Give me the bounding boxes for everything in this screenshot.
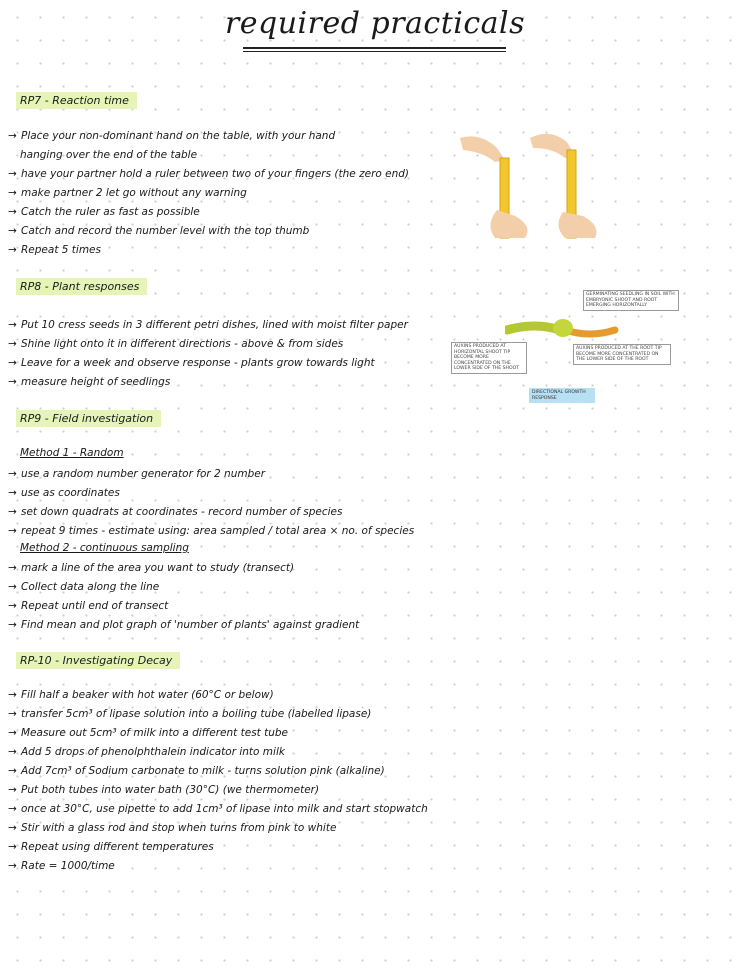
arrow-icon: →: [8, 784, 17, 796]
list-item: → Place your non-dominant hand on the table, with your hand: [8, 127, 409, 146]
list-item: → have your partner hold a ruler between two of your fingers (the zero end): [8, 165, 409, 184]
arrow-icon: →: [8, 187, 17, 199]
diagram-label-bottom: DIRECTIONAL GROWTH RESPONSE: [529, 388, 595, 403]
list-item: → Repeat 5 times: [8, 241, 409, 260]
list-item: → set down quadrats at coordinates - record number of species: [8, 503, 414, 522]
list-item: → Shine light onto it in different directions - above & from sides: [8, 335, 408, 354]
title-underline-2: [243, 51, 506, 52]
title-underline: [243, 47, 506, 49]
list-item: → repeat 9 times - estimate using: area sampled / total area × no. of species: [8, 522, 414, 541]
method1-title: Method 1 - Random: [20, 447, 124, 459]
arrow-icon: →: [8, 319, 17, 331]
diagram-label-right: AUXINS PRODUCED AT THE ROOT TIP BECOME MORE CONCENTRATED ON THE LOWER SIDE OF THE ROOT: [573, 344, 671, 365]
arrow-icon: →: [8, 619, 17, 631]
list-item: → Stir with a glass rod and stop when turns from pink to white: [8, 819, 428, 838]
list-item: → make partner 2 let go without any warning: [8, 184, 409, 203]
rp10-heading: RP-10 - Investigating Decay: [16, 652, 180, 669]
arrow-icon: →: [8, 376, 17, 388]
diagram-label-left: AUXINS PRODUCED AT HORIZONTAL SHOOT TIP BECOME MORE CONCENTRATED ON THE LOWER SIDE OF THE SHOOT: [451, 342, 527, 374]
arrow-icon: →: [8, 244, 17, 256]
arrow-icon: →: [8, 487, 17, 499]
arrow-icon: →: [8, 765, 17, 777]
arrow-icon: →: [8, 468, 17, 480]
list-item: → use a random number generator for 2 number: [8, 465, 414, 484]
rp10-list: [8, 686, 428, 876]
arrow-icon: →: [8, 525, 17, 537]
list-item: → mark a line of the area you want to study (transect): [8, 559, 359, 578]
arrow-icon: →: [8, 841, 17, 853]
list-item: → use as coordinates: [8, 484, 414, 503]
list-item: → Leave for a week and observe response - plants grow towards light: [8, 354, 408, 373]
hand-ruler-right: [530, 134, 597, 238]
arrow-icon: →: [8, 822, 17, 834]
diagram-label-top: GERMINATING SEEDLING IN SOIL WITH EMBRYONIC SHOOT AND ROOT EMERGING HORIZONTALLY: [583, 290, 679, 311]
list-item: → Repeat using different temperatures: [8, 838, 428, 857]
rp9-method1-list: [8, 465, 414, 541]
arrow-icon: →: [8, 168, 17, 180]
arrow-icon: →: [8, 708, 17, 720]
list-item: → Add 7cm³ of Sodium carbonate to milk - turns solution pink (alkaline): [8, 762, 428, 781]
arrow-icon: →: [8, 581, 17, 593]
arrow-icon: →: [8, 746, 17, 758]
list-item: → Collect data along the line: [8, 578, 359, 597]
rp9-heading: RP9 - Field investigation: [16, 410, 161, 427]
list-item: → Measure out 5cm³ of milk into a different test tube: [8, 724, 428, 743]
page-title: required practicals: [224, 6, 526, 41]
arrow-icon: →: [8, 803, 17, 815]
hand-ruler-left: [460, 136, 527, 238]
arrow-icon: →: [8, 600, 17, 612]
list-item: → Put 10 cress seeds in 3 different petri dishes, lined with moist filter paper: [8, 316, 408, 335]
rp7-heading: RP7 - Reaction time: [16, 92, 137, 109]
arrow-icon: →: [8, 206, 17, 218]
list-item: → Catch and record the number level with the top thumb: [8, 222, 409, 241]
arrow-icon: →: [8, 357, 17, 369]
rp9-method2-list: [8, 559, 359, 635]
rp8-list: [8, 316, 408, 392]
list-item: → transfer 5cm³ of lipase solution into a boiling tube (labelled lipase): [8, 705, 428, 724]
list-item: → measure height of seedlings: [8, 373, 408, 392]
arrow-icon: →: [8, 506, 17, 518]
list-item: hanging over the end of the table: [20, 149, 198, 161]
list-item: → Put both tubes into water bath (30°C) (we thermometer): [8, 781, 428, 800]
list-item: → Find mean and plot graph of 'number of plants' against gradient: [8, 616, 359, 635]
arrow-icon: →: [8, 562, 17, 574]
list-item: → once at 30°C, use pipette to add 1cm³ of lipase into milk and start stopwatch: [8, 800, 428, 819]
list-item: → Repeat until end of transect: [8, 597, 359, 616]
arrow-icon: →: [8, 727, 17, 739]
seedling-diagram: [445, 290, 685, 410]
rp7-list: [8, 127, 409, 260]
arrow-icon: →: [8, 225, 17, 237]
arrow-icon: →: [8, 689, 17, 701]
hand-ruler-illustration: [455, 130, 615, 245]
method2-title: Method 2 - continuous sampling: [20, 542, 189, 554]
rp8-heading: RP8 - Plant responses: [16, 278, 147, 295]
list-item: → Rate = 1000/time: [8, 857, 428, 876]
list-item: → Add 5 drops of phenolphthalein indicator into milk: [8, 743, 428, 762]
arrow-icon: →: [8, 130, 17, 142]
list-item: → Fill half a beaker with hot water (60°C or below): [8, 686, 428, 705]
list-item: → Catch the ruler as fast as possible: [8, 203, 409, 222]
arrow-icon: →: [8, 338, 17, 350]
arrow-icon: →: [8, 860, 17, 872]
